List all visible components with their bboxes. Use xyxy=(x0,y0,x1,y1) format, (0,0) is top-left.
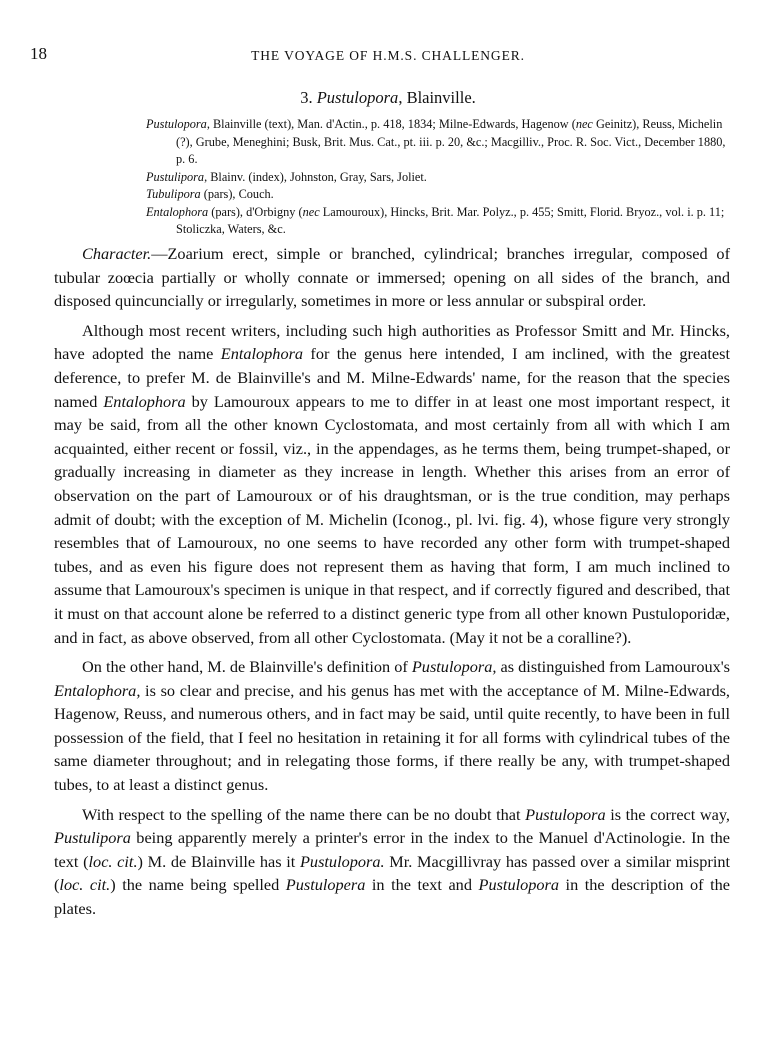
paragraph-text-run: On the other hand, M. de Blainville's definition of xyxy=(82,657,412,677)
paragraph-text-run: Pustulopora xyxy=(478,875,560,895)
paragraph-text-run: Pustulipora xyxy=(54,828,131,848)
synonym-name: Entalophora xyxy=(146,204,209,219)
page-header xyxy=(30,44,746,68)
paragraph-text-run: Pustulopora xyxy=(525,804,606,824)
paragraph-text-run: by Lamouroux appears to me to differ in at least one most important respect, it may be said, from all the other known Cyclostomata, and most certainly from all with which I am acquainted, either recent or fossil, viz., in the appendages, as he terms them, being trumpet-shaped, or gradually increasing in diameter as they increase in length. Whether this arises from an error of observation on the part of Lamouroux or of his draughtsman, or is the true condition, may perhaps admit of doubt; with the exception of M. Michelin (Iconog., pl. lvi. fig. 4), whose figure very strongly resembles that of Lamouroux, no one seems to have recorded any other form with trumpet-shaped tubes, and as even his figure does not represent them as having that form, I am much inclined to assume that Lamouroux's specimen is unique in that respect, and if correctly figured and described, that it must on that account alone be referred to a distinct generic type from all other known Pustuloporidæ, and in fact, as above observed, from all other Cyclostomata. (May it not be a coralline?). xyxy=(54,391,730,647)
synonym-name: Pustulipora xyxy=(146,169,205,184)
synonymy-entry xyxy=(146,116,728,169)
paragraph-text-run: Although most recent writers, including such high authorities as Professor Smitt and Mr. Hincks, have adopted the name xyxy=(54,320,730,364)
synonym-reference-text: (pars), Couch. xyxy=(200,187,274,201)
paragraph xyxy=(54,655,730,797)
page-number: 18 xyxy=(30,44,47,63)
synonym-reference-text: , Blainv. (index), Johnston, Gray, Sars, Joliet. xyxy=(204,169,427,184)
paragraph-text-run: With respect to the spelling of the name there can be no doubt that xyxy=(82,804,526,824)
paragraph-text-run: for the genus here intended, I am inclined, with the greatest deference, to prefer M. de Blainville's and M. Milne-Edwards' name, for the reason that the species named xyxy=(54,344,730,411)
paragraph-text-run: ) M. de Blainville has it xyxy=(137,851,300,871)
synonym-reference-text: Lamouroux), Hincks, Brit. Mar. Polyz., p. 455; Smitt, Florid. Bryoz., vol. i. p. 11; Stoliczka, Waters, &c. xyxy=(176,204,725,236)
paragraph-text-run: is the correct way, xyxy=(605,804,731,824)
paragraph-text-run: Character. xyxy=(82,244,152,263)
paragraph-text-run: being apparently merely a printer's error in the index to the Manuel d'Actinologie. In the text ( xyxy=(54,828,730,871)
genus-name: Pustulopora xyxy=(316,88,399,107)
paragraph-text-run: Pustulopera xyxy=(285,875,366,895)
synonymy-list xyxy=(146,116,728,239)
synonym-name: Pustulopora xyxy=(146,117,207,131)
paragraph-text-run: Entalophora xyxy=(220,344,304,364)
paragraph xyxy=(54,242,730,313)
section-number: 3. xyxy=(300,88,313,107)
synonym-name: Tubulipora xyxy=(146,187,201,201)
paragraph-text-run: Entalophora xyxy=(103,391,186,411)
section-title xyxy=(0,88,776,108)
genus-author: , Blainville. xyxy=(398,88,476,107)
paragraph-text-run: —Zoarium erect, simple or branched, cylindrical; branches irregular, composed of tubular zoœcia partially or wholly connate or immersed; opening on all sides of the branch, and disposed quincuncially or irregularly, sometimes in more or less annular or subspiral order. xyxy=(54,244,730,311)
synonymy-entry xyxy=(146,186,728,204)
synonym-reference-text: Geinitz), Reuss, Michelin (?), Grube, Meneghini; Busk, Brit. Mus. Cat., pt. iii. p. 20, &c.; Macgilliv., Proc. R. Soc. Vict., December 1880, p. 6. xyxy=(176,117,726,166)
paragraph-text-run: Mr. Macgillivray has passed over a similar misprint ( xyxy=(54,851,731,895)
synonymy-entry xyxy=(146,204,728,239)
paragraph-text-run: as distinguished from Lamouroux's xyxy=(496,657,731,677)
paragraph-text-run: loc. cit. xyxy=(59,875,111,895)
paragraph-text-run: in the text and xyxy=(365,875,479,895)
synonym-reference-text: , Blainville (text), Man. d'Actin., p. 418, 1834; Milne-Edwards, Hagenow ( xyxy=(206,117,576,131)
synonym-reference-text: nec xyxy=(575,117,593,131)
body-text xyxy=(54,242,730,921)
paragraph-text-run: ) the name being spelled xyxy=(110,875,286,895)
synonym-reference-text: nec xyxy=(302,204,320,219)
running-title: THE VOYAGE OF H.M.S. CHALLENGER. xyxy=(251,48,525,63)
paragraph xyxy=(54,803,730,921)
paragraph-text-run: loc. cit. xyxy=(88,851,138,871)
paragraph-text-run: Entalophora, xyxy=(54,680,141,700)
synonymy-entry xyxy=(146,169,728,187)
paragraph-text-run: in the description of the plates. xyxy=(54,875,731,919)
paragraph xyxy=(54,319,730,649)
paragraph-text-run: is so clear and precise, and his genus has met with the acceptance of M. Milne-Edwards, Hagenow, Reuss, and numerous others, and in fact may be said, until quite recently, to have been in full possession of the field, that I feel no hesitation in retaining it for all forms with cylindrical tubes of the same diameter throughout; and in relegating those forms, if there really be any, with trumpet-shaped tubes, to at least a distinct genus. xyxy=(54,680,730,795)
paragraph-text-run: Pustulopora. xyxy=(299,851,385,871)
synonym-reference-text: (pars), d'Orbigny ( xyxy=(208,204,303,219)
paragraph-text-run: Pustulopora, xyxy=(411,657,497,677)
